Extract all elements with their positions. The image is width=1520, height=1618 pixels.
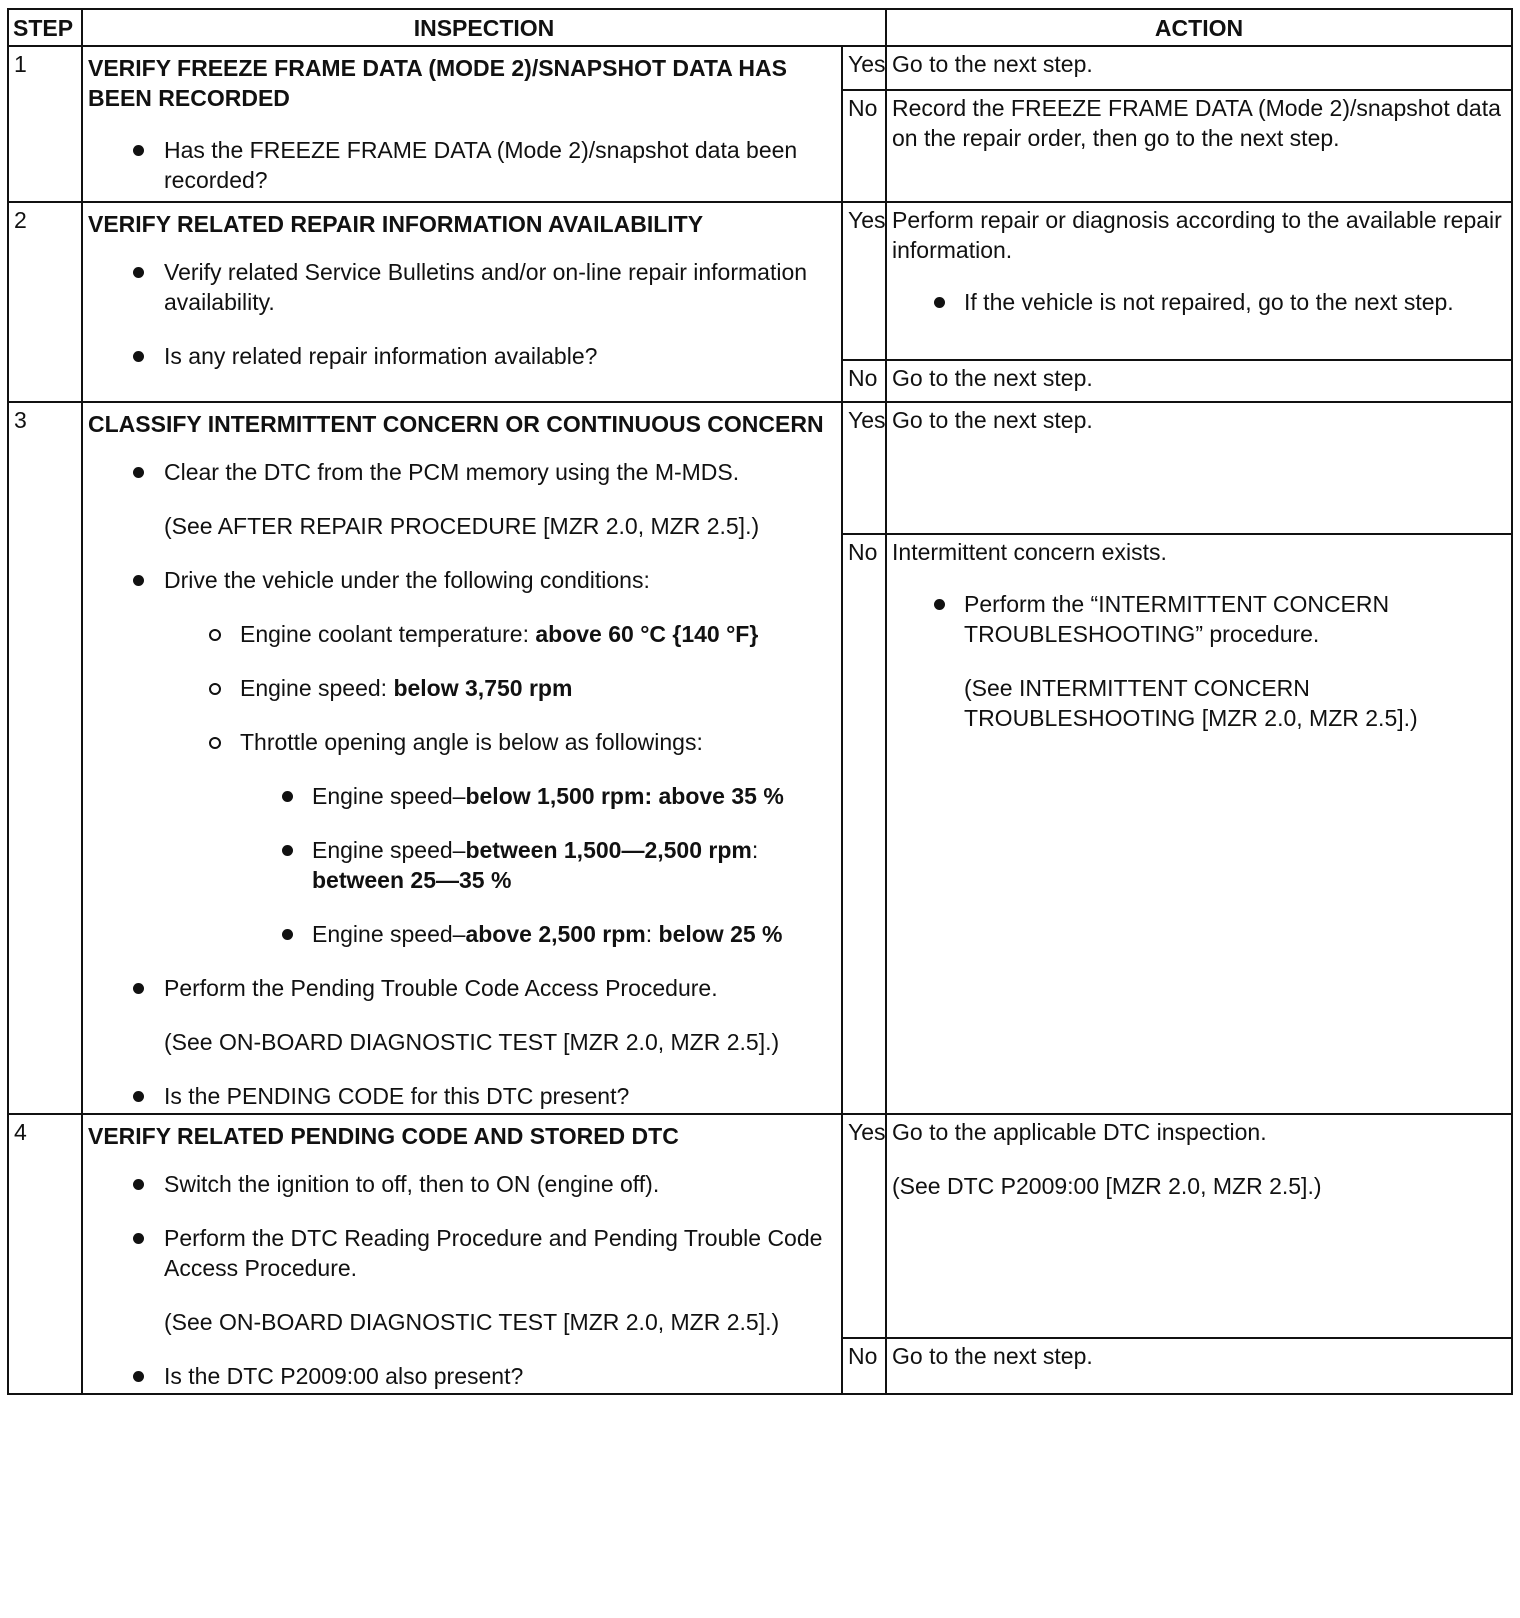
list-item: Has the FREEZE FRAME DATA (Mode 2)/snapshot data been recorded? [88, 135, 836, 195]
list-item: If the vehicle is not repaired, go to the next step. [892, 287, 1506, 317]
list-item-text: Perform the DTC Reading Procedure and Pending Trouble Code Access Procedure. [164, 1225, 823, 1281]
no-action: Go to the next step. [886, 1338, 1512, 1394]
yes-action-cell [886, 202, 1512, 360]
step-title: CLASSIFY INTERMITTENT CONCERN OR CONTINUOUS CONCERN [88, 411, 824, 437]
table-row [8, 46, 1512, 90]
list-item-text: Drive the vehicle under the following conditions: [164, 567, 650, 593]
list-item [88, 457, 836, 541]
condition-item: Throttle opening angle is below as followings: Engine speed–below 1,500 rpm: above 35 % Engine speed–between 1,500—2,500 rpm: between 25—35 % Engine speed–above 2,500 rpm: below 25 % [164, 727, 836, 949]
header-action: ACTION [886, 9, 1512, 46]
no-action: Go to the next step. [886, 360, 1512, 402]
no-label: No [842, 534, 886, 1114]
table-row [8, 402, 1512, 534]
step-title: VERIFY RELATED REPAIR INFORMATION AVAILABILITY [88, 211, 704, 237]
reference-text: (See DTC P2009:00 [MZR 2.0, MZR 2.5].) [892, 1173, 1322, 1199]
yes-label: Yes [842, 202, 886, 360]
header-inspection: INSPECTION [82, 9, 886, 46]
yes-action: Go to the applicable DTC inspection. [892, 1119, 1267, 1145]
table-row [8, 202, 1512, 360]
list-item [88, 973, 836, 1057]
reference-text: (See INTERMITTENT CONCERN TROUBLESHOOTING [MZR 2.0, MZR 2.5].) [964, 675, 1418, 731]
action-list [892, 589, 1506, 733]
inspection-cell [82, 46, 842, 202]
condition-item: Engine coolant temperature: above 60 °C {140 °F} [164, 619, 836, 649]
throttle-item: Engine speed–between 1,500—2,500 rpm: between 25—35 % [238, 835, 836, 895]
inspection-list [88, 973, 836, 1111]
inspection-list [88, 135, 836, 195]
step-number: 3 [8, 402, 82, 1114]
yes-label: Yes [842, 46, 886, 90]
list-item-text: Perform the Pending Trouble Code Access Procedure. [164, 975, 718, 1001]
step-title: VERIFY FREEZE FRAME DATA (MODE 2)/SNAPSHOT DATA HAS BEEN RECORDED [88, 55, 787, 111]
table-row [8, 1114, 1512, 1338]
no-action: Record the FREEZE FRAME DATA (Mode 2)/snapshot data on the repair order, then go to the next step. [886, 90, 1512, 202]
table-header-row [8, 9, 1512, 46]
yes-action: Perform repair or diagnosis according to the available repair information. [892, 207, 1502, 263]
list-item: Is the PENDING CODE for this DTC present? [88, 1081, 836, 1111]
throttle-list [238, 781, 836, 949]
inspection-cell [82, 402, 842, 1114]
list-item: Is the DTC P2009:00 also present? [88, 1361, 836, 1391]
inspection-cell [82, 1114, 842, 1394]
no-label: No [842, 1338, 886, 1394]
throttle-item: Engine speed–above 2,500 rpm: below 25 % [238, 919, 836, 949]
no-label: No [842, 360, 886, 402]
list-item: Verify related Service Bulletins and/or on-line repair information availability. [88, 257, 836, 317]
yes-label: Yes [842, 1114, 886, 1338]
diagnostic-procedure-table [7, 8, 1513, 1395]
yes-label: Yes [842, 402, 886, 534]
step-number: 1 [8, 46, 82, 202]
inspection-list [88, 1169, 836, 1391]
step-number: 2 [8, 202, 82, 402]
yes-action: Go to the next step. [886, 46, 1512, 90]
list-item [88, 565, 836, 595]
header-step: STEP [8, 9, 82, 46]
throttle-item: Engine speed–below 1,500 rpm: above 35 % [238, 781, 836, 811]
inspection-list [88, 257, 836, 371]
list-item-text: Perform the “INTERMITTENT CONCERN TROUBLESHOOTING” procedure. [964, 591, 1390, 647]
list-item: Switch the ignition to off, then to ON (engine off). [88, 1169, 836, 1199]
condition-item: Engine speed: below 3,750 rpm [164, 673, 836, 703]
no-action-cell [886, 534, 1512, 1114]
list-item [88, 1223, 836, 1337]
step-number: 4 [8, 1114, 82, 1394]
inspection-cell [82, 202, 842, 402]
list-item: Is any related repair information available? [88, 341, 836, 371]
condition-list [88, 619, 836, 949]
inspection-list [88, 457, 836, 595]
no-action: Intermittent concern exists. [892, 539, 1167, 565]
yes-action-cell [886, 1114, 1512, 1338]
reference-text: (See AFTER REPAIR PROCEDURE [MZR 2.0, MZR 2.5].) [164, 513, 760, 539]
no-label: No [842, 90, 886, 202]
reference-text: (See ON-BOARD DIAGNOSTIC TEST [MZR 2.0, MZR 2.5].) [164, 1029, 780, 1055]
list-item-text: Clear the DTC from the PCM memory using the M-MDS. [164, 459, 740, 485]
action-list [892, 287, 1506, 317]
step-title: VERIFY RELATED PENDING CODE AND STORED DTC [88, 1123, 679, 1149]
list-item [892, 589, 1506, 733]
reference-text: (See ON-BOARD DIAGNOSTIC TEST [MZR 2.0, MZR 2.5].) [164, 1309, 780, 1335]
yes-action: Go to the next step. [886, 402, 1512, 534]
